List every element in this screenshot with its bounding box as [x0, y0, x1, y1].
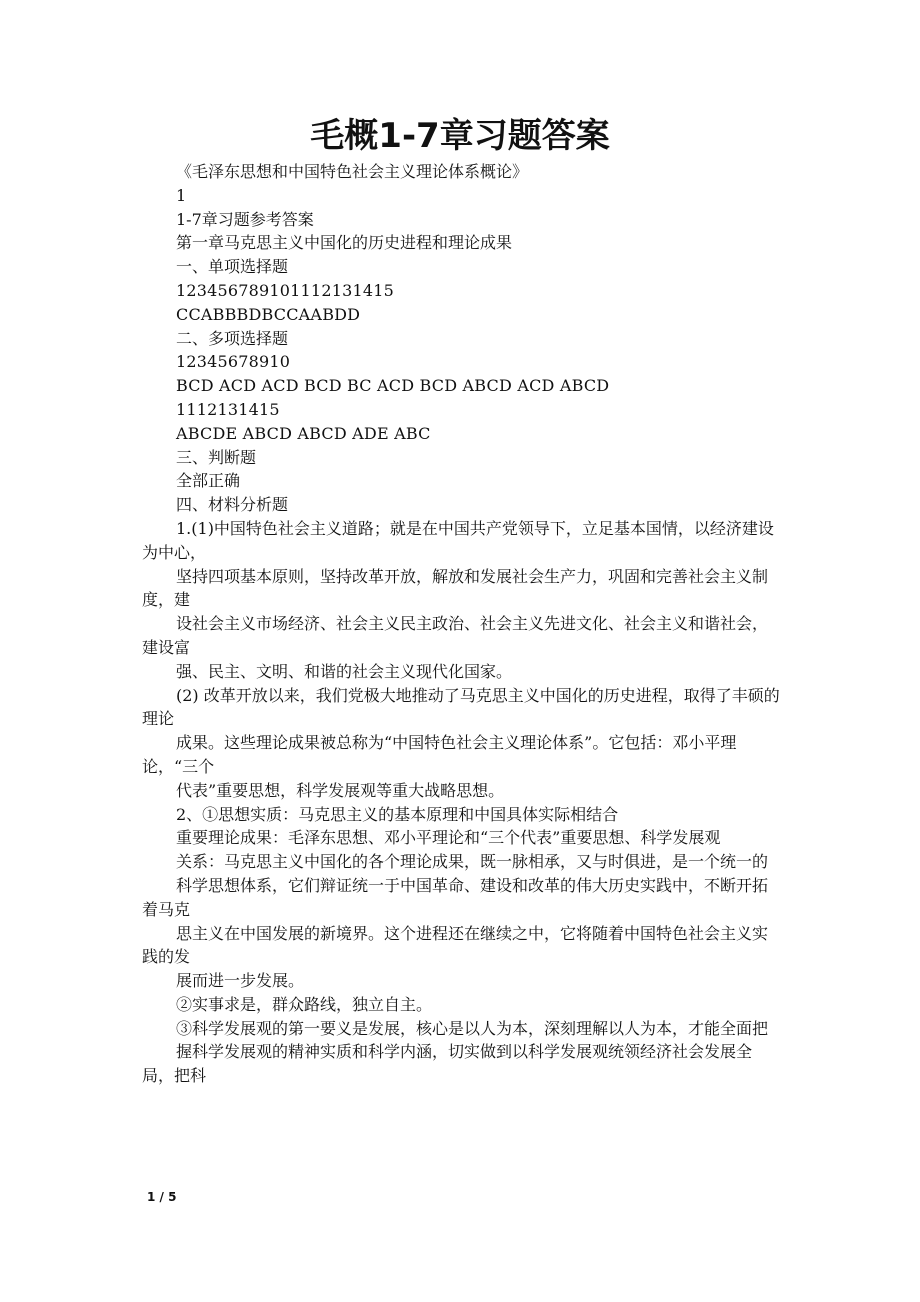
paragraph: 关系：马克思主义中国化的各个理论成果，既一脉相承，又与时俱进，是一个统一的 [176, 852, 769, 872]
paragraph: 2、①思想实质：马克思主义的基本原理和中国具体实际相结合 [176, 804, 619, 824]
section-heading-material-analysis: 四、材料分析题 [176, 495, 289, 515]
section-heading-single-choice: 一、单项选择题 [176, 257, 289, 277]
paragraph: 思主义在中国发展的新境界。这个进程还在继续之中，它将随着中国特色社会主义实践的发 [142, 923, 769, 967]
paragraph: 展而进一步发展。 [176, 971, 305, 991]
paragraph: 成果。这些理论成果被总称为“中国特色社会主义理论体系”。它包括：邓小平理论，“三个 [142, 733, 737, 776]
paragraph: ③科学发展观的第一要义是发展，核心是以人为本，深刻理解以人为本，才能全面把 [176, 1018, 769, 1038]
single-choice-answers: CCABBBDBCCAABDD [176, 304, 361, 324]
multiple-choice-numbers-2: 1112131415 [176, 399, 280, 419]
section-heading-multiple-choice: 二、多项选择题 [176, 328, 289, 348]
paragraph: 科学思想体系，它们辩证统一于中国革命、建设和改革的伟大历史实践中，不断开拓着马克 [142, 875, 769, 919]
paragraph: 重要理论成果：毛泽东思想、邓小平理论和“三个代表”重要思想、科学发展观 [176, 828, 721, 848]
page-number-line: 1 [176, 185, 187, 205]
multiple-choice-answers-1: BCD ACD ACD BCD BC ACD BCD ABCD ACD ABCD [176, 376, 610, 396]
paragraph: 握科学发展观的精神实质和科学内涵，切实做到以科学发展观统领经济社会发展全局，把科 [142, 1042, 753, 1086]
book-title-line: 《毛泽东思想和中国特色社会主义理论体系概论》 [176, 162, 529, 181]
single-choice-numbers: 123456789101112131415 [176, 280, 394, 300]
section-heading-true-false: 三、判断题 [176, 447, 257, 467]
document-title: 毛概1-7章习题答案 [310, 116, 610, 156]
multiple-choice-numbers-1: 12345678910 [176, 352, 291, 372]
multiple-choice-answers-2: ABCDE ABCD ABCD ADE ABC [176, 423, 431, 443]
paragraph: ②实事求是，群众路线，独立自主。 [176, 994, 433, 1014]
document-body [142, 160, 782, 1088]
paragraph: 强、民主、文明、和谐的社会主义现代化国家。 [176, 661, 513, 681]
paragraph: 坚持四项基本原则，坚持改革开放，解放和发展社会生产力，巩固和完善社会主义制度，建 [142, 566, 769, 610]
paragraph: 设社会主义市场经济、社会主义民主政治、社会主义先进文化、社会主义和谐社会，建设富 [142, 614, 769, 657]
chapter-heading: 第一章马克思主义中国化的历史进程和理论成果 [176, 233, 513, 253]
paragraph: 代表”重要思想，科学发展观等重大战略思想。 [176, 780, 505, 800]
paragraph: (2) 改革开放以来，我们党极大地推动了马克思主义中国化的历史进程，取得了丰硕的理论 [142, 685, 780, 729]
true-false-answer: 全部正确 [176, 471, 241, 491]
answers-heading: 1-7章习题参考答案 [176, 209, 314, 229]
paragraph: 1.(1)中国特色社会主义道路；就是在中国共产党领导下，立足基本国情，以经济建设为中心， [142, 518, 774, 562]
page-indicator: 1 / 5 [147, 1190, 177, 1204]
